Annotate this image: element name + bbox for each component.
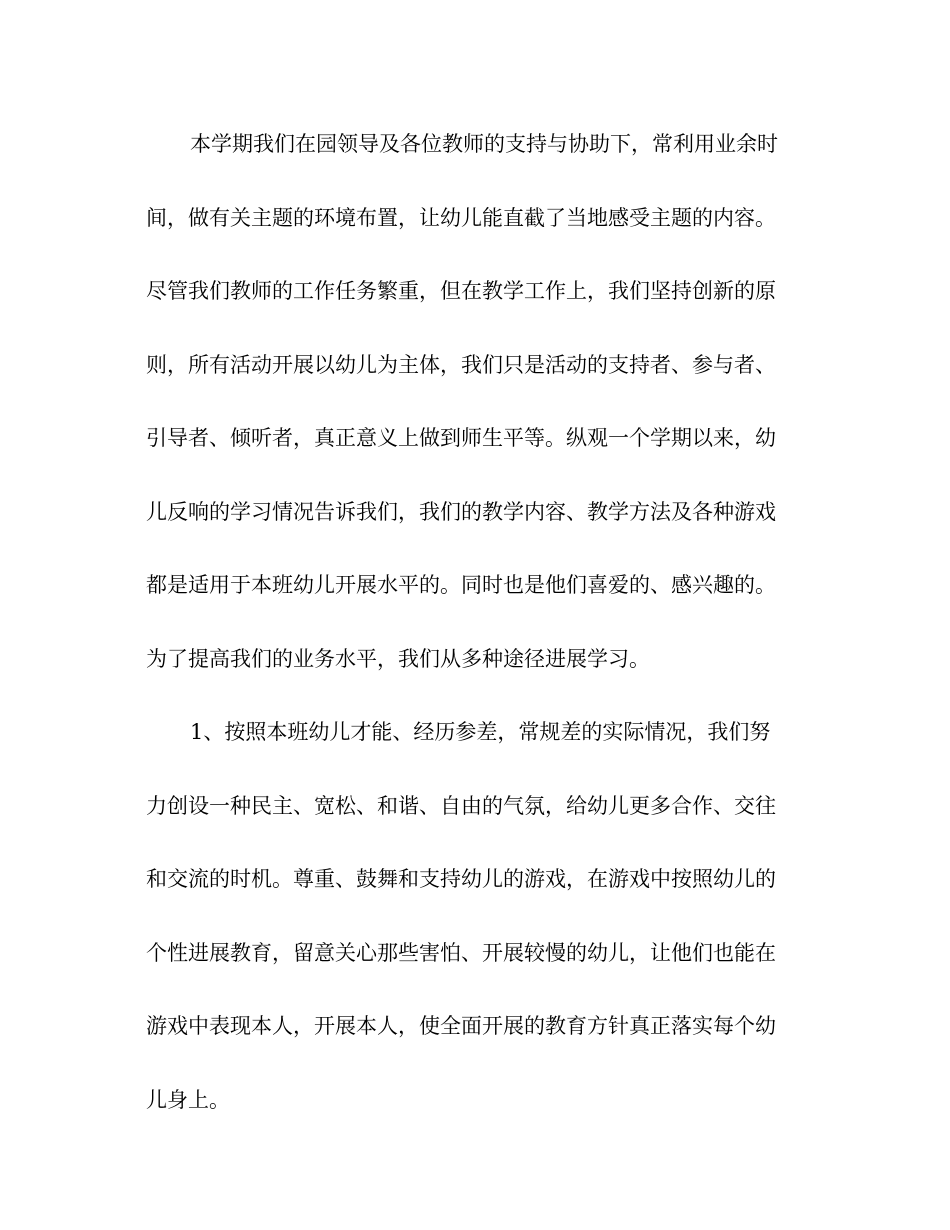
text-line: 则，所有活动开展以幼儿为主体，我们只是活动的支持者、参与者、 — [146, 352, 776, 377]
text-line: 游戏中表现本人，开展本人，使全面开展的教育方针真正落实每个幼 — [146, 1014, 776, 1038]
text-line: 尽管我们教师的工作任务繁重，但在教学工作上，我们坚持创新的原 — [146, 279, 776, 303]
text-line: 都是适用于本班幼儿开展水平的。同时也是他们喜爱的、感兴趣的。 — [146, 573, 776, 597]
text-line: 引导者、倾听者，真正意义上做到师生平等。纵观一个学期以来，幼 — [146, 426, 776, 450]
text-line: 间，做有关主题的环境布置，让幼儿能直截了当地感受主题的内容。 — [146, 205, 776, 230]
document-body — [146, 118, 806, 1147]
text-line: 力创设一种民主、宽松、和谐、自由的气氛，给幼儿更多合作、交往 — [146, 793, 776, 818]
text-line: 为了提高我们的业务水平，我们从多种途径进展学习。 — [146, 646, 650, 671]
paragraph-2 — [146, 706, 806, 1147]
text-line: 和交流的时机。尊重、鼓舞和支持幼儿的游戏，在游戏中按照幼儿的 — [146, 867, 776, 891]
text-line: 儿身上。 — [146, 1087, 230, 1112]
text-line: 儿反响的学习情况告诉我们，我们的教学内容、教学方法及各种游戏 — [146, 499, 776, 524]
paragraph-1 — [146, 118, 806, 706]
text-line: 1、按照本班幼儿才能、经历参差，常规差的实际情况，我们努 — [190, 720, 771, 744]
text-line: 个性进展教育，留意关心那些害怕、开展较慢的幼儿，让他们也能在 — [146, 940, 776, 965]
text-line: 本学期我们在园领导及各位教师的支持与协助下，常利用业余时 — [190, 132, 778, 156]
